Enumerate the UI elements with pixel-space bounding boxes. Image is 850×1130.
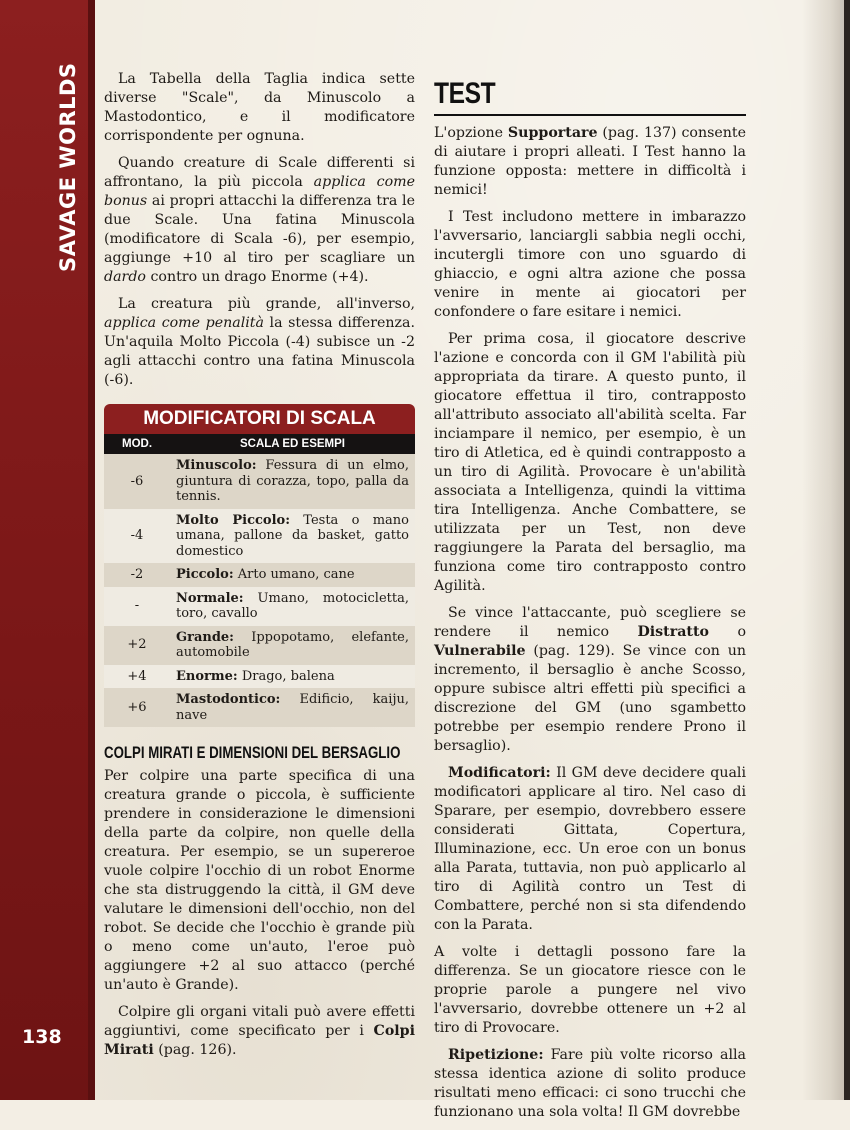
row-examples: Umano, motocicletta, toro, cavallo: [176, 590, 409, 621]
row-examples: Testa o mano umana, pallone da basket, gatto domestico: [176, 512, 409, 559]
column-header-scale: SCALA ED ESEMPI: [239, 438, 345, 450]
bold-term: Supportare: [507, 125, 598, 141]
table-row: [104, 688, 415, 727]
row-examples: Arto umano, cane: [233, 567, 355, 582]
emphasis: applica come bonus: [104, 174, 415, 209]
table-row: [104, 587, 415, 626]
row-examples: Ippopotamo, elefante, automobile: [176, 629, 409, 660]
paragraph: [104, 70, 415, 146]
paragraph-text: Se vince l'attaccante, può scegliere se rendere il nemico: [434, 605, 746, 640]
scale-modifiers-table: [104, 404, 415, 727]
bold-term: Vulnerabile: [434, 643, 526, 659]
row-desc: [170, 665, 415, 689]
row-desc: [170, 509, 415, 564]
paragraph: [434, 764, 746, 935]
paragraph-text: o: [708, 624, 746, 640]
page-edge: [844, 0, 850, 1100]
row-desc: [170, 587, 415, 626]
row-desc: [170, 563, 415, 587]
row-mod: -6: [130, 473, 144, 489]
row-mod: -4: [130, 528, 144, 543]
row-scale-name: Enorme:: [176, 668, 238, 684]
row-examples: Fessura di un elmo, giuntura di corazza, topo, palla da tennis.: [176, 458, 409, 504]
paragraph-text: contro un drago Enorme (+4).: [145, 269, 369, 285]
row-examples: Drago, balena: [237, 668, 335, 684]
table-row: [104, 563, 415, 587]
paragraph-text: L'opzione: [434, 125, 508, 141]
row-scale-name: Piccolo:: [176, 567, 234, 582]
paragraph-text: La creatura più grande, all'inverso,: [118, 296, 415, 312]
table-row: [104, 626, 415, 665]
paragraph: [104, 1003, 415, 1060]
table-row: [104, 509, 415, 564]
paragraph-text: La Tabella della Taglia indica sette diverse "Scale", da Minuscolo a Mastodontico, e il modificatore corrispondente per ognuna.: [104, 71, 415, 144]
paragraph: [104, 295, 415, 390]
table-title: MODIFICATORI DI SCALA: [104, 404, 415, 434]
row-desc: [170, 454, 415, 509]
row-mod: +4: [127, 668, 147, 684]
row-scale-name: Grande:: [176, 629, 234, 645]
bold-term: Distratto: [637, 624, 709, 640]
table-header-row: [104, 434, 415, 454]
emphasis: applica come penalità: [104, 315, 264, 331]
bold-term: Colpi Mirati: [104, 1023, 415, 1058]
page-edge-shadow: [802, 0, 850, 1100]
row-scale-name: Normale:: [176, 590, 244, 606]
section-divider: [434, 114, 746, 116]
row-mod: +2: [127, 637, 147, 653]
page-number: 138: [22, 1026, 62, 1048]
bold-term: Modificatori:: [448, 765, 551, 781]
paragraph: [434, 124, 746, 200]
row-scale-name: Minuscolo:: [176, 458, 257, 473]
paragraph-text: I Test includono mettere in imbarazzo l'avversario, lanciargli sabbia negli occhi, incutergli timore con uno sguardo di ghiaccio, e ogni altra azione che possa venire in mente ai giocatori per confondere o fare esitare i nemici.: [434, 209, 746, 320]
section-title: TEST: [434, 77, 496, 110]
row-mod: +6: [127, 699, 147, 715]
paragraph: [104, 154, 415, 287]
emphasis: dardo: [104, 269, 146, 285]
left-column: [104, 70, 415, 1068]
paragraph-text: la stessa differenza. Un'aquila Molto Piccola (-4) subisce un -2 agli attacchi contro una fatina Minuscola (-6).: [104, 315, 415, 388]
paragraph-text: Quando creature di Scale differenti si affrontano, la più piccola: [104, 155, 415, 190]
paragraph-text: Colpire gli organi vitali può avere effetti aggiuntivi, come specificato per i: [104, 1004, 415, 1039]
paragraph-text: Fare più volte ricorso alla stessa identica azione di solito produce risultati meno efficaci: ci sono trucchi che funzionano una sola volta! Il GM dovrebbe: [434, 1047, 746, 1120]
subsection-heading: COLPI MIRATI E DIMENSIONI DEL BERSAGLIO: [104, 743, 401, 762]
row-mod: -2: [130, 567, 144, 582]
row-desc: [170, 626, 415, 665]
row-mod: -: [134, 598, 140, 614]
paragraph-text: A volte i dettagli possono fare la differenza. Se un giocatore riesce con le proprie parole a pungere nel vivo l'avversario, dovrebbe ottenere un +2 al tiro di Provocare.: [434, 944, 746, 1036]
table-row: [104, 665, 415, 689]
paragraph: [434, 330, 746, 596]
paragraph-text: Per prima cosa, il giocatore descrive l'azione e concorda con il GM l'abilità più appropriata da tirare. A questo punto, il giocatore effettua il tiro, contrapposto all'attributo associato all'abilità scelta. Far inciampare il nemico, per esempio, è un tiro di Atletica, ed è quindi contrapposto a un tiro di Agilità. Provocare è un'abilità associata a Intelligenza, quindi la vittima tira Intelligenza. Anche Combattere, se utilizzata per un Test, non deve raggiungere la Parata del bersaglio, ma funziona come tiro contrapposto contro Agilità.: [434, 331, 746, 594]
right-column: [434, 78, 746, 1130]
bold-term: Ripetizione:: [448, 1047, 544, 1063]
row-scale-name: Molto Piccolo:: [176, 512, 290, 528]
row-scale-name: Mastodontico:: [176, 692, 281, 707]
paragraph: [434, 943, 746, 1038]
paragraph: [434, 1046, 746, 1122]
row-examples: Edificio, kaiju, nave: [176, 692, 409, 723]
paragraph: [434, 604, 746, 756]
row-desc: [170, 688, 415, 727]
paragraph: [104, 767, 415, 995]
table-row: [104, 454, 415, 509]
paragraph-text: (pag. 129). Se vince con un incremento, il bersaglio è anche Scosso, oppure subisce altri effetti più specifici a discrezione del GM (uno sgambetto potrebbe per esempio rendere Prono il bersaglio).: [434, 643, 746, 754]
paragraph-text: ai propri attacchi la differenza tra le due Scale. Una fatina Minuscola (modificatore di Scala -6), per esempio, aggiunge +10 al tiro per scagliare un: [104, 193, 415, 266]
paragraph-text: Per colpire una parte specifica di una creatura grande o piccola, è sufficiente prendere in considerazione le dimensioni della parte da colpire, non quelle della creatura. Per esempio, se un supereroe vuole colpire l'occhio di un robot Enorme che sta distruggendo la città, il GM deve valutare le dimensioni dell'occhio, non del robot. Se decide che l'occhio è grande più o meno come un'auto, l'eroe può aggiungere +2 al suo attacco (perché un'auto è Grande).: [104, 768, 415, 993]
paragraph: [434, 208, 746, 322]
paragraph-text: (pag. 137) consente di aiutare i propri alleati. I Test hanno la funzione opposta: mettere in difficoltà i nemici!: [434, 125, 746, 198]
column-header-mod: MOD.: [121, 438, 153, 450]
paragraph-text: Il GM deve decidere quali modificatori applicare al tiro. Nel caso di Sparare, per esempio, dovrebbero essere considerati Gittata, Copertura, Illuminazione, ecc. Un eroe con un bonus alla Parata, tuttavia, non può applicarlo al tiro di Agilità contro un Test di Combattere, perché non si sta difendendo con la Parata.: [434, 765, 746, 933]
book-title: SAVAGE WORLDS: [56, 62, 80, 272]
paragraph-text: (pag. 126).: [153, 1042, 237, 1058]
